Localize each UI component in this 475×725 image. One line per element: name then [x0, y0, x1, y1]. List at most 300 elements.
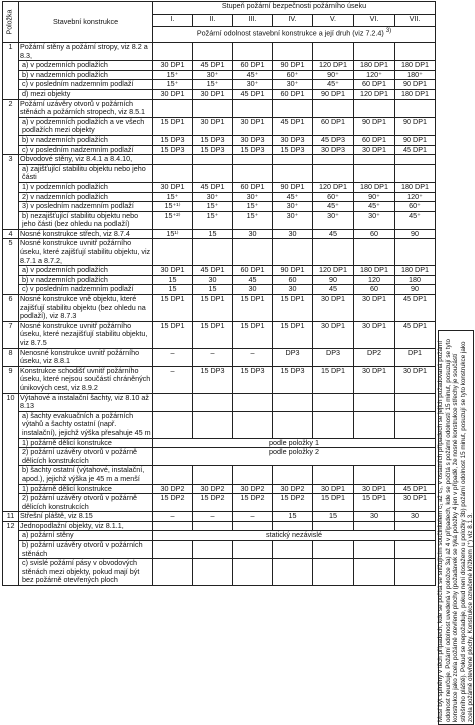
- value-cell: 15 DP1: [233, 295, 273, 322]
- value-cell: 30 DP1: [233, 117, 273, 135]
- value-cell: 90: [395, 285, 436, 295]
- value-cell: [395, 411, 436, 438]
- span-cell: statický nezávislé: [153, 531, 436, 541]
- value-cell: 90 DP1: [273, 182, 313, 192]
- row-number: 11: [3, 512, 19, 522]
- value-cell: 120 DP1: [354, 89, 395, 99]
- value-cell: [273, 466, 313, 484]
- value-cell: 30 DP1: [354, 145, 395, 155]
- value-cell: [313, 155, 354, 165]
- value-cell: 60 DP1: [233, 182, 273, 192]
- value-cell: 15 DP3: [153, 145, 193, 155]
- value-cell: 90 DP1: [313, 89, 354, 99]
- table-row: [3, 239, 436, 266]
- value-cell: [395, 99, 436, 117]
- row-number: 9: [3, 366, 19, 393]
- row-label: Požární uzávěry otvorů v požárních stěnách a požárních stropech, viz 8.5.1: [19, 99, 153, 117]
- value-cell: 15 DP1: [313, 366, 354, 393]
- row-label: Požární stěny a požární stropy, viz 8.2 a 8.3,: [19, 43, 153, 61]
- value-cell: 60: [354, 229, 395, 239]
- value-cell: [153, 43, 193, 61]
- value-cell: DP3: [313, 348, 354, 366]
- value-cell: [354, 43, 395, 61]
- value-cell: 120 DP1: [313, 182, 354, 192]
- value-cell: 30 DP2: [233, 484, 273, 494]
- value-cell: 30 DP2: [193, 484, 233, 494]
- table-subrow: [3, 448, 436, 466]
- value-cell: [395, 155, 436, 165]
- value-cell: 90⁺: [354, 192, 395, 202]
- value-cell: [395, 239, 436, 266]
- subrow-label: b) v nadzemních podlažích: [19, 70, 153, 80]
- value-cell: 15 DP1: [193, 295, 233, 322]
- value-cell: [313, 43, 354, 61]
- value-cell: 30 DP3: [313, 145, 354, 155]
- value-cell: [153, 164, 193, 182]
- value-cell: 30 DP1: [395, 494, 436, 512]
- table-row: [3, 155, 436, 165]
- value-cell: [153, 99, 193, 117]
- table-subrow: [3, 411, 436, 438]
- row-number: 6: [3, 295, 19, 322]
- subrow-label: c) v posledním nadzemním podlaží: [19, 145, 153, 155]
- value-cell: 30 DP1: [313, 321, 354, 348]
- subrow-label: c) v posledním nadzemním podlaží: [19, 80, 153, 90]
- subrow-label: b) v nadzemních podlažích: [19, 135, 153, 145]
- row-label: Konstrukce schodišť uvnitř požárního úseku, které nejsou součástí chráněných únikových cest, viz 8.9.2: [19, 366, 153, 393]
- value-cell: 30⁺: [193, 70, 233, 80]
- value-cell: 60 DP1: [354, 80, 395, 90]
- value-cell: 15 DP3: [193, 366, 233, 393]
- value-cell: [354, 411, 395, 438]
- value-cell: [354, 541, 395, 559]
- value-cell: 30 DP1: [354, 484, 395, 494]
- value-cell: [233, 393, 273, 411]
- value-cell: 15: [273, 512, 313, 522]
- value-cell: 15 DP3: [193, 135, 233, 145]
- value-cell: 15⁺¹⁾: [153, 202, 193, 212]
- value-cell: 45⁺: [273, 192, 313, 202]
- value-cell: [193, 164, 233, 182]
- value-cell: 60 DP1: [233, 266, 273, 276]
- value-cell: 15 DP2: [153, 494, 193, 512]
- row-label: Střešní pláště, viz 8.15: [19, 512, 153, 522]
- value-cell: 15⁺: [153, 192, 193, 202]
- table-row: [3, 99, 436, 117]
- value-cell: [313, 164, 354, 182]
- subrow-label: c) v posledním nadzemním podlaží: [19, 285, 153, 295]
- value-cell: 15 DP3: [153, 135, 193, 145]
- header-degree: VI.: [354, 14, 395, 27]
- value-cell: DP2: [354, 348, 395, 366]
- value-cell: 45 DP1: [395, 145, 436, 155]
- value-cell: [153, 411, 193, 438]
- table-subrow: [3, 494, 436, 512]
- value-cell: [313, 239, 354, 266]
- value-cell: 30: [354, 512, 395, 522]
- value-cell: [273, 164, 313, 182]
- row-label: Nosné konstrukce střech, viz 8.7.4: [19, 229, 153, 239]
- row-label: Nosné konstrukce uvnitř požárního úseku, které zajišťují stabilitu objektu, viz 8.7.1 a 8.7.2,: [19, 239, 153, 266]
- value-cell: [273, 393, 313, 411]
- value-cell: 30 DP3: [233, 135, 273, 145]
- value-cell: 45⁺: [354, 202, 395, 212]
- header-degree: II.: [193, 14, 233, 27]
- value-cell: [395, 164, 436, 182]
- value-cell: 120⁺: [354, 70, 395, 80]
- table-row: [3, 295, 436, 322]
- value-cell: [273, 239, 313, 266]
- value-cell: 15 DP1: [273, 295, 313, 322]
- value-cell: [233, 411, 273, 438]
- value-cell: 15⁺²⁾: [153, 211, 193, 229]
- subrow-label: d) mezi objekty: [19, 89, 153, 99]
- value-cell: [233, 466, 273, 484]
- value-cell: 90 DP1: [273, 266, 313, 276]
- value-cell: –: [233, 512, 273, 522]
- value-cell: 15⁺: [153, 70, 193, 80]
- table-subrow: [3, 202, 436, 212]
- value-cell: 30: [273, 285, 313, 295]
- value-cell: 45 DP1: [395, 321, 436, 348]
- value-cell: 45: [313, 229, 354, 239]
- value-cell: 45 DP1: [193, 182, 233, 192]
- value-cell: 120: [354, 275, 395, 285]
- value-cell: [153, 521, 193, 531]
- header-konstrukce: Stavební konstrukce: [19, 2, 153, 43]
- header-degree: VII.: [395, 14, 436, 27]
- value-cell: [354, 99, 395, 117]
- row-label: Nosné konstrukce vně objektu, které zajišťují stabilitu objektu (bez ohledu na podlaží), viz 8.7.3: [19, 295, 153, 322]
- subrow-label: a) šachty evakuačních a požárních výtahů a šachty ostatní (např. instalační), jejichž výška přesahuje 45 m: [19, 411, 153, 438]
- value-cell: [313, 466, 354, 484]
- value-cell: [153, 155, 193, 165]
- value-cell: 30⁺: [233, 192, 273, 202]
- value-cell: [313, 99, 354, 117]
- value-cell: [193, 99, 233, 117]
- value-cell: 45 DP1: [395, 295, 436, 322]
- table-row: [3, 43, 436, 61]
- value-cell: 30 DP2: [273, 484, 313, 494]
- subrow-label: b) šachty ostatní (výtahové, instalační, apod.), jejichž výška je 45 m a menší: [19, 466, 153, 484]
- value-cell: [233, 164, 273, 182]
- value-cell: –: [153, 366, 193, 393]
- value-cell: 180 DP1: [354, 266, 395, 276]
- table-subrow: [3, 266, 436, 276]
- subrow-label: a) zajišťující stabilitu objektu nebo jeho části: [19, 164, 153, 182]
- side-note-text: Musí být splněny v těch případech, kde se počítá se snižujícím součinitelem c₁ až c₃, v ostatních případech se jejich požadovaná požární odolnost neurčuje. Požární odolnost uvedená v položce 3a) až 4 v případech, kde se počítá s požární odolností 15 minut, posuzují se tyto konstrukce jako zcela požárně otevřené plochy (požadavek se týká položky 4 jen v případě, že nosné konstrukce střechy je součástí střešního pláště). Pokud se nepožaduje, pokud není dosaženo u položky 3b) požární odolnost 15 minut, posuzují se tyto konstrukce jako zcela požárně otevřené plochy. Konstrukce označené křížkem (⁺) viz 8.1.3.: [437, 338, 475, 722]
- value-cell: 15 DP1: [313, 494, 354, 512]
- value-cell: 45⁺: [313, 202, 354, 212]
- value-cell: 30: [193, 275, 233, 285]
- value-cell: [193, 239, 233, 266]
- value-cell: [153, 393, 193, 411]
- value-cell: 180 DP1: [395, 89, 436, 99]
- value-cell: [153, 541, 193, 559]
- row-number: 12: [3, 521, 19, 585]
- value-cell: 30 DP1: [313, 295, 354, 322]
- value-cell: [395, 43, 436, 61]
- value-cell: 45 DP1: [273, 117, 313, 135]
- value-cell: 60⁺: [395, 202, 436, 212]
- value-cell: –: [233, 348, 273, 366]
- value-cell: 15⁺: [233, 211, 273, 229]
- value-cell: 60 DP1: [313, 117, 354, 135]
- header-degree: V.: [313, 14, 354, 27]
- value-cell: 15: [153, 285, 193, 295]
- value-cell: [354, 466, 395, 484]
- value-cell: 30 DP1: [193, 89, 233, 99]
- span-cell: podle položky 2: [153, 448, 436, 466]
- value-cell: 45: [313, 285, 354, 295]
- value-cell: 15 DP3: [273, 145, 313, 155]
- value-cell: [395, 541, 436, 559]
- value-cell: 15 DP1: [354, 494, 395, 512]
- value-cell: 30 DP1: [395, 366, 436, 393]
- value-cell: 30: [233, 285, 273, 295]
- table-row: [3, 366, 436, 393]
- value-cell: [233, 155, 273, 165]
- table-row: [3, 321, 436, 348]
- value-cell: [395, 521, 436, 531]
- value-cell: 180 DP1: [354, 182, 395, 192]
- value-cell: 15 DP1: [153, 295, 193, 322]
- value-cell: 30⁺: [233, 80, 273, 90]
- subrow-label: 2) v nadzemních podlažích: [19, 192, 153, 202]
- value-cell: 60 DP1: [354, 135, 395, 145]
- value-cell: 15 DP2: [233, 494, 273, 512]
- value-cell: [193, 411, 233, 438]
- table-row: [3, 393, 436, 411]
- value-cell: –: [153, 512, 193, 522]
- row-label: Jednopodlažní objekty, viz 8.1.1,: [19, 521, 153, 531]
- header-degree: I.: [153, 14, 193, 27]
- value-cell: [233, 541, 273, 559]
- table-subrow: [3, 559, 436, 586]
- subrow-label: 1) požárně dělicí konstrukce: [19, 438, 153, 448]
- row-number: 5: [3, 239, 19, 295]
- value-cell: [395, 559, 436, 586]
- value-cell: [193, 521, 233, 531]
- value-cell: 30 DP1: [153, 182, 193, 192]
- subrow-label: a) požární stěny: [19, 531, 153, 541]
- subrow-label: b) požární uzávěry otvorů v požárních stěnách: [19, 541, 153, 559]
- header-degree: IV.: [273, 14, 313, 27]
- header-polozka: Položka: [3, 2, 19, 43]
- value-cell: [153, 559, 193, 586]
- subrow-label: a) v podzemních podlažích: [19, 266, 153, 276]
- value-cell: 180: [395, 275, 436, 285]
- value-cell: [193, 155, 233, 165]
- side-note: [438, 330, 474, 725]
- value-cell: [193, 43, 233, 61]
- value-cell: [193, 466, 233, 484]
- value-cell: [153, 466, 193, 484]
- value-cell: 15 DP1: [233, 321, 273, 348]
- value-cell: 60⁺: [313, 192, 354, 202]
- value-cell: 90: [395, 229, 436, 239]
- value-cell: [313, 411, 354, 438]
- value-cell: 60⁺: [273, 70, 313, 80]
- value-cell: 90 DP1: [395, 80, 436, 90]
- value-cell: DP1: [395, 348, 436, 366]
- header-degree: III.: [233, 14, 273, 27]
- row-number: 7: [3, 321, 19, 348]
- value-cell: 15 DP1: [153, 321, 193, 348]
- value-cell: 60: [273, 275, 313, 285]
- table-subrow: [3, 89, 436, 99]
- row-number: 10: [3, 393, 19, 512]
- table-subrow: [3, 135, 436, 145]
- row-number: 1: [3, 43, 19, 100]
- value-cell: 15 DP3: [273, 366, 313, 393]
- value-cell: 15 DP1: [273, 321, 313, 348]
- value-cell: [354, 521, 395, 531]
- table-subrow: [3, 182, 436, 192]
- value-cell: –: [193, 512, 233, 522]
- value-cell: 15¹⁾: [153, 229, 193, 239]
- table-subrow: [3, 541, 436, 559]
- subrow-label: b) nezajišťující stabilitu objektu nebo jeho části (bez ohledu na podlaží): [19, 211, 153, 229]
- value-cell: 30⁺: [273, 202, 313, 212]
- subrow-label: 1) požárně dělicí konstrukce: [19, 484, 153, 494]
- row-number: 4: [3, 229, 19, 239]
- subrow-label: 2) požární uzávěry otvorů v požárně dělicích konstrukcích: [19, 494, 153, 512]
- row-label: Výtahové a instalační šachty, viz 8.10 až 8.13: [19, 393, 153, 411]
- value-cell: 30 DP2: [153, 484, 193, 494]
- subrow-label: c) svislé požární pásy v obvodových stěnách mezi objekty, pokud mají být bez požárně otevřených ploch: [19, 559, 153, 586]
- value-cell: 180 DP1: [395, 266, 436, 276]
- value-cell: 90 DP1: [395, 135, 436, 145]
- value-cell: 15: [313, 512, 354, 522]
- value-cell: 30: [233, 229, 273, 239]
- value-cell: 30 DP1: [354, 321, 395, 348]
- value-cell: [273, 559, 313, 586]
- table-subrow: [3, 211, 436, 229]
- subrow-label: b) v nadzemních podlažích: [19, 275, 153, 285]
- value-cell: 30⁺: [273, 80, 313, 90]
- value-cell: 180 DP1: [354, 61, 395, 71]
- value-cell: [313, 541, 354, 559]
- value-cell: 15⁺: [193, 202, 233, 212]
- table-subrow: [3, 61, 436, 71]
- value-cell: 15 DP3: [233, 145, 273, 155]
- value-cell: DP3: [273, 348, 313, 366]
- value-cell: –: [153, 348, 193, 366]
- value-cell: 90 DP1: [354, 117, 395, 135]
- value-cell: 45 DP1: [193, 61, 233, 71]
- value-cell: [273, 99, 313, 117]
- value-cell: 15: [153, 275, 193, 285]
- value-cell: 45 DP1: [193, 266, 233, 276]
- value-cell: 45: [233, 275, 273, 285]
- value-cell: [273, 43, 313, 61]
- value-cell: 45 DP1: [233, 89, 273, 99]
- table-row: [3, 348, 436, 366]
- row-label: Obvodové stěny, viz 8.4.1 a 8.4.10,: [19, 155, 153, 165]
- value-cell: 120⁺: [395, 192, 436, 202]
- value-cell: 30 DP1: [354, 295, 395, 322]
- value-cell: 30 DP1: [153, 89, 193, 99]
- value-cell: 45 DP3: [313, 135, 354, 145]
- value-cell: 30 DP1: [193, 117, 233, 135]
- value-cell: 30⁺: [354, 211, 395, 229]
- row-label: Nosné konstrukce uvnitř požárního úseku, které nezajišťují stabilitu objektu, viz 8.7.5: [19, 321, 153, 348]
- subrow-label: 1) v podzemních podlažích: [19, 182, 153, 192]
- value-cell: 120 DP1: [313, 61, 354, 71]
- value-cell: –: [193, 348, 233, 366]
- span-cell: podle položky 1: [153, 438, 436, 448]
- row-label: Nenosné konstrukce uvnitř požárního úseku, viz 8.8.1: [19, 348, 153, 366]
- value-cell: [233, 99, 273, 117]
- value-cell: 180 DP1: [395, 182, 436, 192]
- value-cell: 30⁺: [313, 211, 354, 229]
- value-cell: [153, 239, 193, 266]
- value-cell: [233, 559, 273, 586]
- value-cell: 15⁺: [193, 211, 233, 229]
- value-cell: [193, 393, 233, 411]
- value-cell: 15 DP1: [193, 321, 233, 348]
- subrow-label: 3) v posledním nadzemním podlaží: [19, 202, 153, 212]
- value-cell: 15 DP2: [273, 494, 313, 512]
- value-cell: 15⁺: [233, 202, 273, 212]
- header-odolnost: Požární odolnost stavební konstrukce a její druh (viz 7.2.4) $^{3)}$: [153, 27, 436, 43]
- value-cell: 15: [193, 229, 233, 239]
- value-cell: 45 DP1: [395, 484, 436, 494]
- value-cell: 30 DP3: [273, 135, 313, 145]
- value-cell: [193, 559, 233, 586]
- value-cell: 60 DP1: [273, 89, 313, 99]
- value-cell: 15 DP1: [153, 117, 193, 135]
- value-cell: 45⁺: [395, 211, 436, 229]
- value-cell: [354, 164, 395, 182]
- value-cell: 90 DP1: [273, 61, 313, 71]
- value-cell: [273, 411, 313, 438]
- value-cell: 30⁺: [273, 211, 313, 229]
- value-cell: 180⁺: [395, 70, 436, 80]
- value-cell: 30⁺: [193, 192, 233, 202]
- value-cell: 30 DP1: [153, 266, 193, 276]
- value-cell: 30: [273, 229, 313, 239]
- value-cell: [193, 541, 233, 559]
- value-cell: 30 DP1: [354, 366, 395, 393]
- value-cell: 30: [395, 512, 436, 522]
- value-cell: 30 DP1: [313, 484, 354, 494]
- value-cell: [354, 393, 395, 411]
- subrow-label: a) v podzemních podlažích: [19, 61, 153, 71]
- value-cell: 180 DP1: [395, 61, 436, 71]
- row-number: 2: [3, 99, 19, 155]
- value-cell: 90: [313, 275, 354, 285]
- value-cell: [233, 239, 273, 266]
- value-cell: [313, 393, 354, 411]
- row-number: 3: [3, 155, 19, 230]
- value-cell: 15: [193, 285, 233, 295]
- value-cell: [395, 393, 436, 411]
- header-stupen: Stupeň požární bezpečnosti požárního úseku: [153, 2, 436, 15]
- value-cell: 15 DP3: [193, 145, 233, 155]
- row-number: 8: [3, 348, 19, 366]
- value-cell: 15⁺: [153, 80, 193, 90]
- value-cell: 15⁺: [193, 80, 233, 90]
- value-cell: [354, 559, 395, 586]
- fire-resistance-table: [2, 1, 436, 586]
- value-cell: [273, 541, 313, 559]
- value-cell: [395, 466, 436, 484]
- table-subrow: [3, 466, 436, 484]
- value-cell: 90⁺: [313, 70, 354, 80]
- value-cell: 120 DP1: [313, 266, 354, 276]
